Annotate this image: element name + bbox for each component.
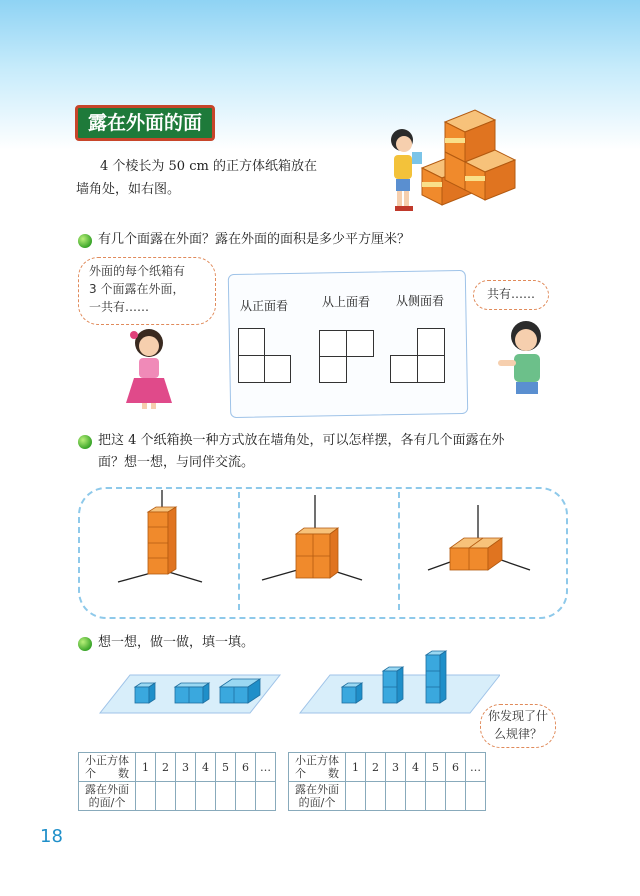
view-label-front: 从正面看: [240, 299, 289, 313]
answer-cell[interactable]: [406, 782, 426, 811]
table-cell: 2: [156, 753, 176, 782]
side-view-cell: [417, 355, 445, 383]
side-view-cell: [390, 355, 418, 383]
table-cell: 5: [216, 753, 236, 782]
answer-cell[interactable]: [156, 782, 176, 811]
pattern-bubble-line-2: 么规律？: [493, 727, 542, 741]
table-cell: 6: [446, 753, 466, 782]
table-cell: 1: [346, 753, 366, 782]
cubes-illustration: [80, 645, 500, 730]
bullet-icon: [78, 435, 92, 449]
answer-cell[interactable]: [466, 782, 486, 811]
table-cell: …: [256, 753, 276, 782]
answer-cell[interactable]: [426, 782, 446, 811]
view-label-top: 从上面看: [322, 295, 371, 309]
pattern-bubble-line-1: 你发现了什: [487, 709, 548, 723]
answer-cell[interactable]: [446, 782, 466, 811]
top-view-cell: [319, 330, 347, 357]
front-view-cell: [238, 355, 265, 383]
pattern-speech-bubble: [480, 704, 556, 748]
side-view-cell: [417, 328, 445, 356]
question-2-line-1: 把这 4 个纸箱换一种方式放在墙角处，可以怎样摆，各有几个面露在外: [98, 433, 505, 448]
question-2-line-2: 面？想一想，与同伴交流。: [98, 455, 255, 470]
front-view-cell: [264, 355, 291, 383]
girl-bubble-line-2: 3 个面露在外面，: [89, 282, 185, 296]
answer-cell[interactable]: [176, 782, 196, 811]
section-title: 露在外面的面: [75, 105, 215, 141]
answer-cell[interactable]: [256, 782, 276, 811]
fill-table-left: [78, 752, 276, 811]
table-cell: 6: [236, 753, 256, 782]
answer-cell[interactable]: [136, 782, 156, 811]
table-cell: 5: [426, 753, 446, 782]
girl-illustration: [124, 325, 174, 410]
fill-table-right: [288, 752, 486, 811]
table-cell: 4: [196, 753, 216, 782]
front-view-cell: [238, 328, 265, 356]
view-label-side: 从侧面看: [396, 294, 445, 308]
page-number: 18: [40, 826, 63, 847]
table-cell: …: [466, 753, 486, 782]
question-3: 想一想，做一做，填一填。: [98, 635, 255, 650]
table-header-faces: 露在外面 的面/个: [79, 782, 136, 811]
top-view-cell: [346, 330, 374, 357]
answer-cell[interactable]: [386, 782, 406, 811]
table-cell: 1: [136, 753, 156, 782]
intro-line-2: 墙角处，如右图。: [76, 182, 181, 197]
boy-speech-bubble: 共有……: [473, 280, 549, 310]
table-header-count: 小正方体 个 数: [289, 753, 346, 782]
top-view-cell: [319, 356, 347, 383]
answer-cell[interactable]: [346, 782, 366, 811]
question-1: 有几个面露在外面？露在外面的面积是多少平方厘米？: [98, 232, 411, 247]
table-header-count: 小正方体 个 数: [79, 753, 136, 782]
corner-boxes-illustration: [380, 100, 520, 215]
girl-bubble-line-1: 外面的每个纸箱有: [89, 264, 186, 278]
table-cell: 3: [176, 753, 196, 782]
answer-cell[interactable]: [236, 782, 256, 811]
answer-cell[interactable]: [366, 782, 386, 811]
bullet-icon: [78, 234, 92, 248]
answer-cell[interactable]: [196, 782, 216, 811]
table-cell: 3: [386, 753, 406, 782]
answer-cell[interactable]: [216, 782, 236, 811]
arrangements-illustration: [110, 490, 550, 610]
boy-illustration: [496, 318, 556, 398]
girl-speech-bubble: [78, 257, 216, 325]
intro-line-1: 4 个棱长为 50 cm 的正方体纸箱放在: [100, 159, 317, 174]
table-cell: 4: [406, 753, 426, 782]
table-cell: 2: [366, 753, 386, 782]
table-header-faces: 露在外面 的面/个: [289, 782, 346, 811]
girl-bubble-line-3: 一共有……: [89, 300, 150, 314]
